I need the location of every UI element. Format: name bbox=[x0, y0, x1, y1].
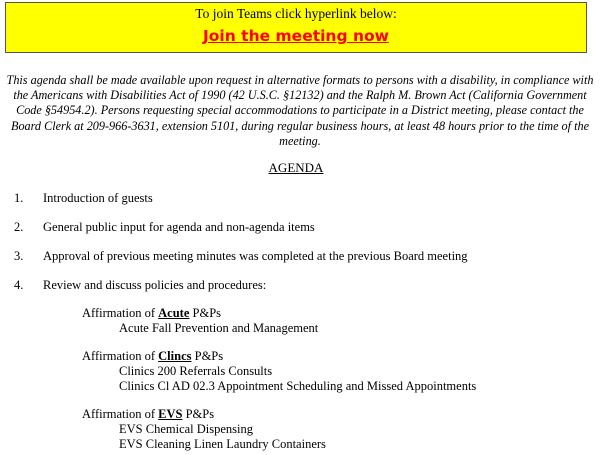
policy-group-evs bbox=[82, 407, 326, 452]
policy-group-heading bbox=[82, 407, 326, 422]
join-instruction: To join Teams click hyperlink below: bbox=[195, 6, 397, 21]
department-name: EVS bbox=[158, 407, 183, 421]
agenda-item-text: Introduction of guests bbox=[43, 191, 153, 205]
policy-item: EVS Chemical Dispensing bbox=[119, 422, 254, 436]
policy-group-clinics bbox=[82, 349, 476, 394]
agenda-item-number: 1. bbox=[14, 191, 24, 205]
agenda-item-number: 4. bbox=[14, 278, 24, 292]
policy-group-heading bbox=[82, 306, 318, 321]
department-name: Acute bbox=[158, 306, 190, 320]
department-name: Clincs bbox=[158, 349, 192, 363]
agenda-item-number: 2. bbox=[14, 220, 24, 234]
policy-group-heading bbox=[82, 349, 476, 364]
affirmation-suffix: P&Ps bbox=[191, 349, 224, 363]
policy-group-acute bbox=[82, 306, 318, 336]
join-meeting-link[interactable]: Join the meeting now bbox=[203, 27, 389, 45]
policy-item: Clinics 200 Referrals Consults bbox=[119, 364, 273, 378]
affirmation-prefix: Affirmation of bbox=[82, 306, 159, 320]
affirmation-prefix: Affirmation of bbox=[82, 407, 159, 421]
agenda-item-text: General public input for agenda and non-agenda items bbox=[43, 220, 315, 234]
agenda-item-text: Approval of previous meeting minutes was completed at the previous Board meeting bbox=[43, 249, 468, 263]
policy-item: Clinics Cl AD 02.3 Appointment Scheduling and Missed Appointments bbox=[119, 379, 477, 393]
agenda-item-number: 3. bbox=[14, 249, 24, 263]
agenda-title: AGENDA bbox=[268, 160, 324, 175]
policy-item: EVS Cleaning Linen Laundry Containers bbox=[119, 437, 326, 451]
affirmation-prefix: Affirmation of bbox=[82, 349, 159, 363]
affirmation-suffix: P&Ps bbox=[189, 306, 222, 320]
agenda-item-text: Review and discuss policies and procedures: bbox=[43, 278, 267, 292]
affirmation-suffix: P&Ps bbox=[182, 407, 215, 421]
teams-join-banner bbox=[5, 2, 587, 53]
accessibility-notice: This agenda shall be made available upon request in alternative formats to persons with a disability, in compliance with the Americans with Disabilities Act of 1990 (42 U.S.C. §12132) and the Ralph M. Brown Act (California Government Code §54954.2). Persons requesting special accommodations to participate in a District meeting, please contact the Board Clerk at 209-966-3631, extension 5101, during regular business hours, at least 48 hours prior to the time of the meeting. bbox=[6, 73, 594, 148]
policy-item: Acute Fall Prevention and Management bbox=[119, 321, 319, 335]
